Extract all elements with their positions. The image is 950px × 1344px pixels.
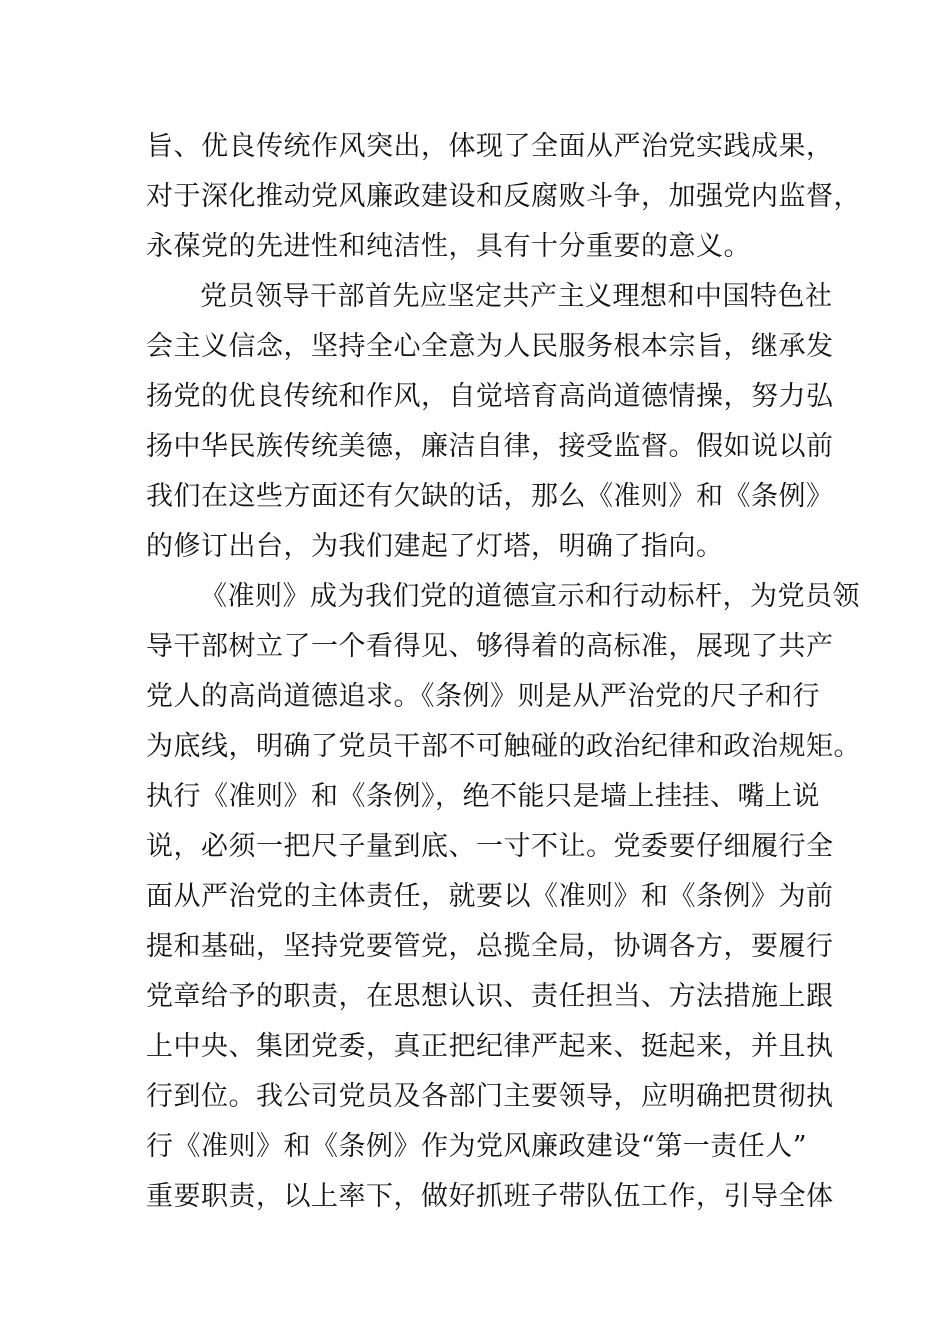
paragraph-2 <box>146 272 834 572</box>
text-line: 执行《准则》和《条例》，绝不能只是墙上挂挂、嘴上说 <box>146 781 820 812</box>
text-line: 重要职责，以上率下，做好抓班子带队伍工作，引导全体 <box>146 1181 834 1212</box>
text-line: 永葆党的先进性和纯洁性，具有十分重要的意义。 <box>146 231 751 262</box>
text-line: 的修订出台，为我们建起了灯塔，明确了指向。 <box>146 531 724 562</box>
paragraph-3 <box>146 572 861 1222</box>
body-text <box>146 122 861 1222</box>
paragraph-1 <box>146 122 861 272</box>
text-line: 会主义信念，坚持全心全意为人民服务根本宗旨，继承发 <box>146 331 834 362</box>
text-line: 为底线，明确了党员干部不可触碰的政治纪律和政治规矩。 <box>146 731 861 762</box>
text-line: 《准则》成为我们党的道德宣示和行动标杆，为党员领 <box>200 581 860 612</box>
text-line: 党人的高尚道德追求。《条例》则是从严治党的尺子和行 <box>146 681 820 712</box>
text-line: 扬中华民族传统美德，廉洁自律，接受监督。假如说以前 <box>146 431 834 462</box>
text-line: 提和基础，坚持党要管党，总揽全局，协调各方，要履行 <box>146 931 834 962</box>
text-line: 党员领导干部首先应坚定共产主义理想和中国特色社 <box>200 281 833 312</box>
text-line: 党章给予的职责，在思想认识、责任担当、方法措施上跟 <box>146 981 834 1012</box>
text-line: 我们在这些方面还有欠缺的话，那么《准则》和《条例》 <box>146 481 834 512</box>
text-line: 上中央、集团党委，真正把纪律严起来、挺起来，并且执 <box>146 1031 834 1062</box>
text-line: 导干部树立了一个看得见、够得着的高标准，展现了共产 <box>146 631 834 662</box>
text-line: 扬党的优良传统和作风，自觉培育高尚道德情操，努力弘 <box>146 381 834 412</box>
text-line: 行《准则》和《条例》作为党风廉政建设“第一责任人” <box>146 1131 808 1162</box>
text-line: 面从严治党的主体责任，就要以《准则》和《条例》为前 <box>146 881 834 912</box>
text-line: 行到位。我公司党员及各部门主要领导，应明确把贯彻执 <box>146 1081 834 1112</box>
text-line: 说，必须一把尺子量到底、一寸不让。党委要仔细履行全 <box>146 831 834 862</box>
text-line: 旨、优良传统作风突出，体现了全面从严治党实践成果， <box>146 131 834 162</box>
text-line: 对于深化推动党风廉政建设和反腐败斗争，加强党内监督， <box>146 181 861 212</box>
